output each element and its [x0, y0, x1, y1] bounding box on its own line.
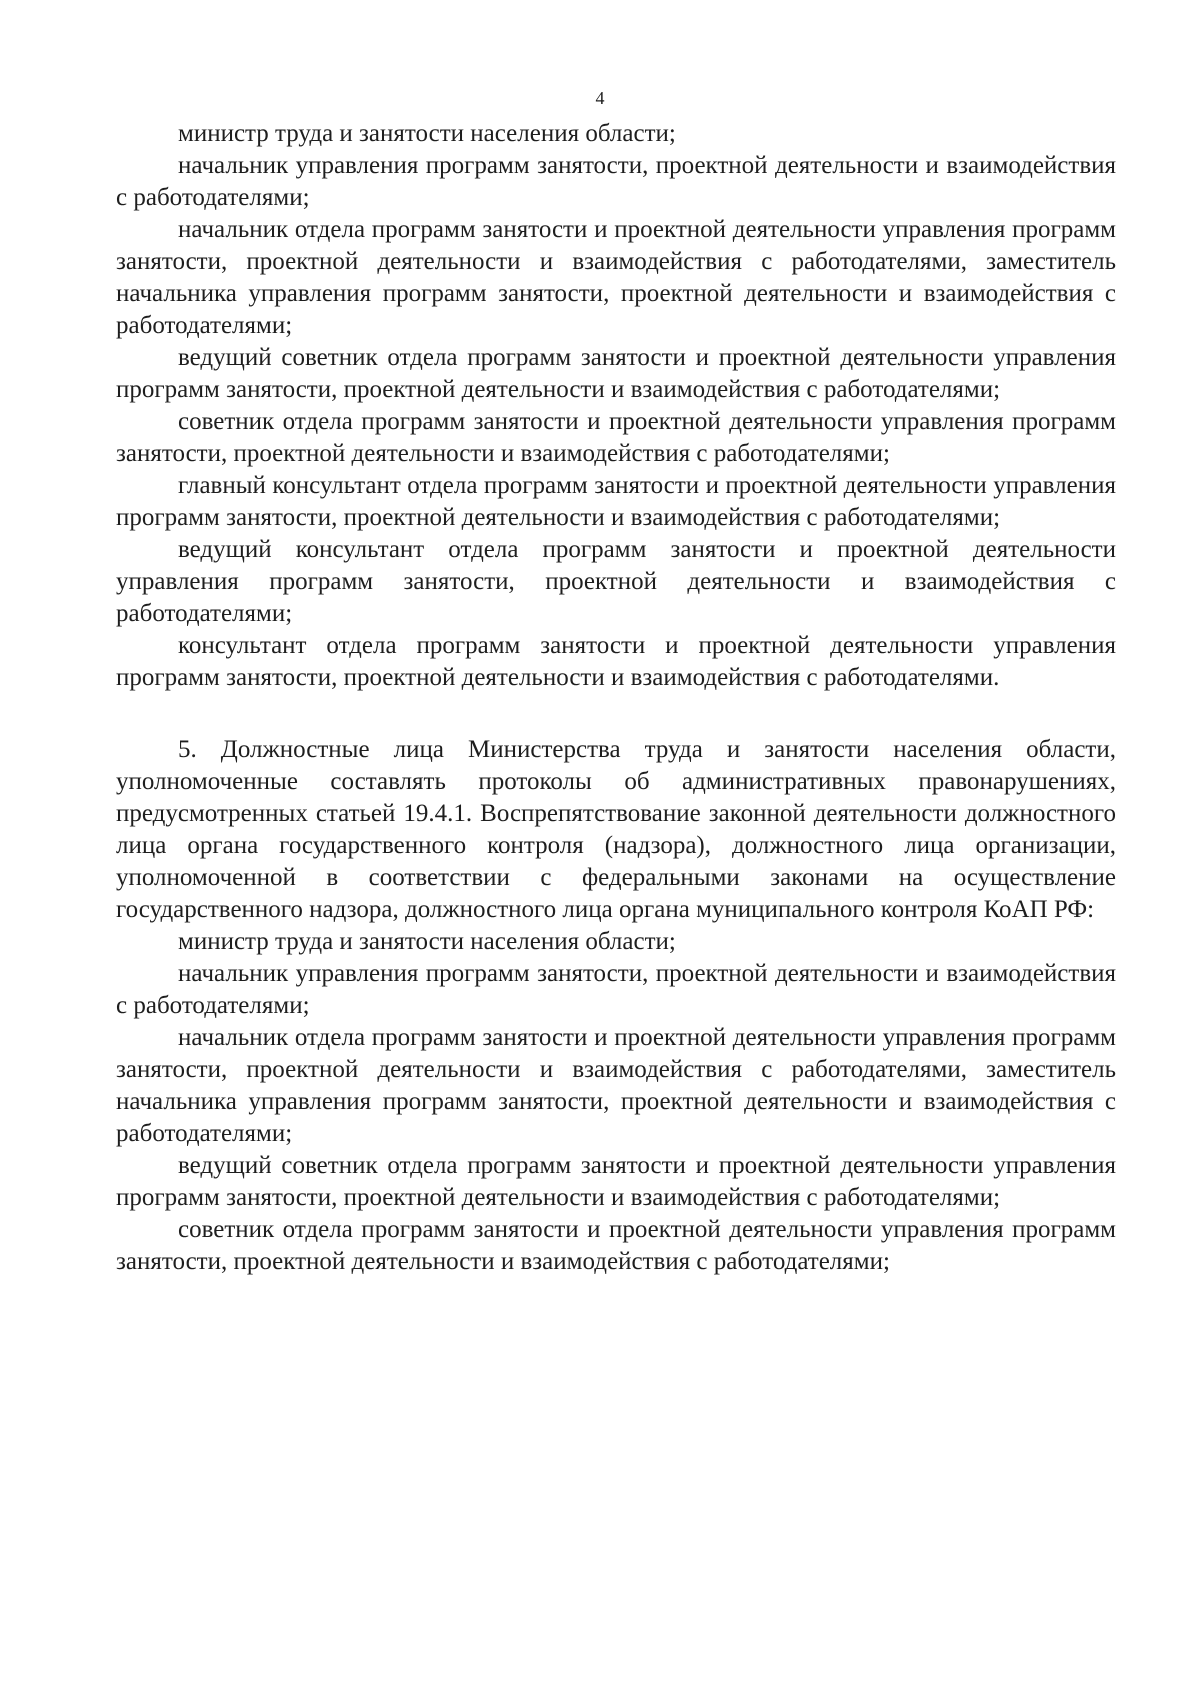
- list-item: министр труда и занятости населения области;: [178, 120, 676, 147]
- list-item: главный консультант отдела программ занятости и проектной деятельности управления программ занятости, проектной деятельности и взаимодействия с работодателями;: [116, 472, 1116, 531]
- list-item: ведущий советник отдела программ занятости и проектной деятельности управления программ занятости, проектной деятельности и взаимодействия с работодателями;: [116, 344, 1116, 403]
- list-item: консультант отдела программ занятости и проектной деятельности управления программ занятости, проектной деятельности и взаимодействия с работодателями.: [116, 632, 1116, 691]
- list-item: начальник отдела программ занятости и проектной деятельности управления программ занятости, проектной деятельности и взаимодействия с работодателями, заместитель начальника управления программ занятости, проектной деятельности и взаимодействия с работодателями;: [116, 1024, 1116, 1147]
- list-item: начальник управления программ занятости, проектной деятельности и взаимодействия с работодателями;: [116, 152, 1116, 211]
- list-item: советник отдела программ занятости и проектной деятельности управления программ занятости, проектной деятельности и взаимодействия с работодателями;: [116, 1216, 1116, 1275]
- section-5-paragraph: 5. Должностные лица Министерства труда и занятости населения области, уполномоченные составлять протоколы об административных правонарушениях, предусмотренных статьей 19.4.1. Воспрепятствование законной деятельности должностного лица органа государственного контроля (надзора), должностного лица организации, уполномоченной в соответствии с федеральными законами на осуществление государственного надзора, должностного лица органа муниципального контроля КоАП РФ:: [116, 736, 1116, 923]
- section-spacer: [116, 694, 1116, 734]
- list-item: начальник управления программ занятости, проектной деятельности и взаимодействия с работодателями;: [116, 960, 1116, 1019]
- list-item: ведущий советник отдела программ занятости и проектной деятельности управления программ занятости, проектной деятельности и взаимодействия с работодателями;: [116, 1152, 1116, 1211]
- list-item: начальник отдела программ занятости и проектной деятельности управления программ занятости, проектной деятельности и взаимодействия с работодателями, заместитель начальника управления программ занятости, проектной деятельности и взаимодействия с работодателями;: [116, 216, 1116, 339]
- list-item: министр труда и занятости населения области;: [178, 928, 676, 955]
- list-item: советник отдела программ занятости и проектной деятельности управления программ занятости, проектной деятельности и взаимодействия с работодателями;: [116, 408, 1116, 467]
- page-number: 4: [595, 88, 605, 108]
- document-body: [116, 118, 1116, 1278]
- list-item: ведущий консультант отдела программ занятости и проектной деятельности управления программ занятости, проектной деятельности и взаимодействия с работодателями;: [116, 536, 1116, 627]
